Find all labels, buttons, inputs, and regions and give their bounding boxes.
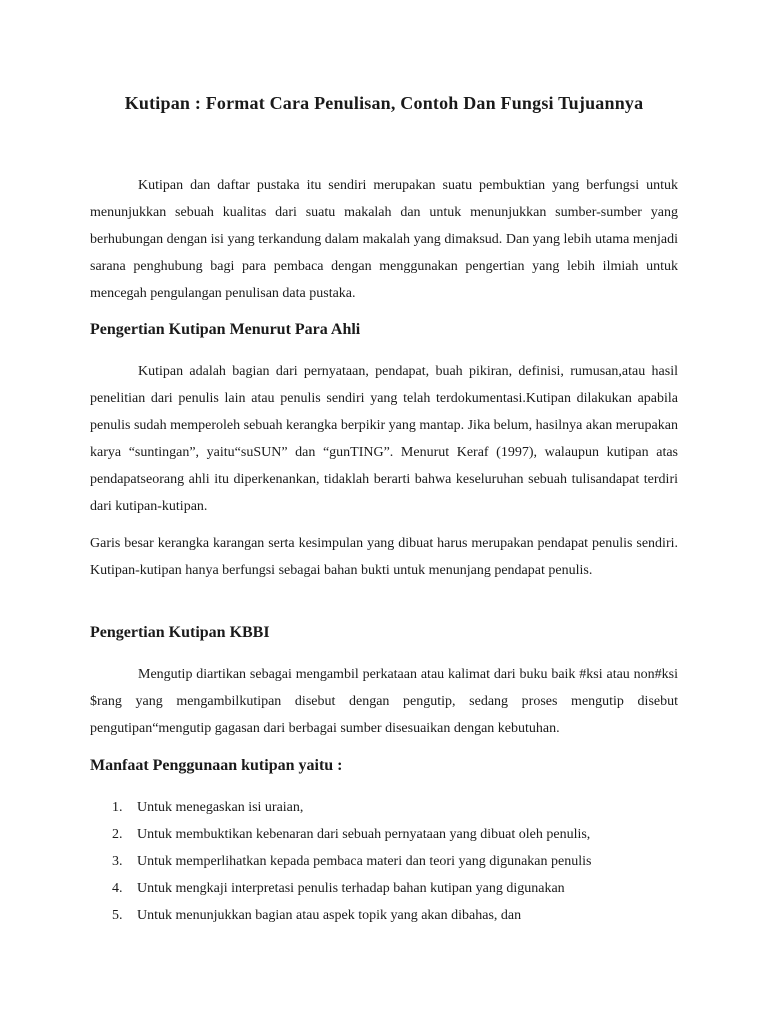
list-item-number: 1. bbox=[112, 800, 123, 815]
experts-paragraph-2: Garis besar kerangka karangan serta kesimpulan yang dibuat harus merupakan pendapat penulis sendiri. Kutipan-kutipan hanya berfungsi sebagai bahan bukti untuk menunjang pendapat penulis. bbox=[90, 536, 678, 578]
list-item-number: 4. bbox=[112, 881, 123, 896]
section-heading-benefits: Manfaat Penggunaan kutipan yaitu : bbox=[90, 757, 343, 774]
section-heading-experts: Pengertian Kutipan Menurut Para Ahli bbox=[90, 321, 361, 338]
intro-paragraph: Kutipan dan daftar pustaka itu sendiri merupakan suatu pembuktian yang berfungsi untuk menunjukkan sebuah kualitas dari suatu makalah dan untuk menunjukkan sumber-sumber yang berhubungan dengan isi yang terkandung dalam makalah yang dimaksud. Dan yang lebih utama menjadi sarana penghubung bagi para pembaca dengan menggunakan pengertian yang lebih ilmiah untuk mencegah pengulangan penulisan data pustaka. bbox=[90, 178, 678, 301]
kbbi-paragraph: Mengutip diartikan sebagai mengambil perkataan atau kalimat dari buku baik #ksi atau non#ksi $rang yang mengambilkutipan disebut dengan pengutip, sedang proses mengutip disebut pengutipan“mengutip gagasan dari berbagai sumber disesuaikan dengan kebutuhan. bbox=[90, 667, 678, 736]
list-item bbox=[90, 875, 678, 902]
benefits-list bbox=[90, 794, 678, 929]
list-item-text: Untuk menunjukkan bagian atau aspek topik yang akan dibahas, dan bbox=[137, 908, 522, 923]
list-item-text: Untuk membuktikan kebenaran dari sebuah pernyataan yang dibuat oleh penulis, bbox=[137, 827, 591, 842]
list-item bbox=[90, 902, 678, 929]
list-item bbox=[90, 821, 678, 848]
list-item-text: Untuk mengkaji interpretasi penulis terhadap bahan kutipan yang digunakan bbox=[137, 881, 565, 896]
document-title: Kutipan : Format Cara Penulisan, Contoh Dan Fungsi Tujuannya bbox=[124, 93, 644, 113]
list-item-number: 2. bbox=[112, 827, 123, 842]
list-item-text: Untuk memperlihatkan kepada pembaca materi dan teori yang digunakan penulis bbox=[137, 854, 592, 869]
list-item bbox=[90, 794, 678, 821]
list-item-number: 5. bbox=[112, 908, 123, 923]
list-item bbox=[90, 848, 678, 875]
experts-paragraph-1: Kutipan adalah bagian dari pernyataan, pendapat, buah pikiran, definisi, rumusan,atau hasil penelitian dari penulis lain atau penulis sendiri yang telah terdokumentasi.Kutipan dilakukan apabila penulis sudah memperoleh sebuah kerangka berpikir yang mantap. Jika belum, hasilnya akan merupakan karya “suntingan”, yaitu“suSUN” dan “gunTING”. Menurut Keraf (1997), walaupun kutipan atas pendapatseorang ahli itu diperkenankan, tidaklah berarti bahwa keseluruhan sebuah tulisandapat terdiri dari kutipan-kutipan. bbox=[90, 364, 678, 514]
list-item-number: 3. bbox=[112, 854, 123, 869]
section-heading-kbbi: Pengertian Kutipan KBBI bbox=[90, 624, 270, 641]
list-item-text: Untuk menegaskan isi uraian, bbox=[137, 800, 304, 815]
